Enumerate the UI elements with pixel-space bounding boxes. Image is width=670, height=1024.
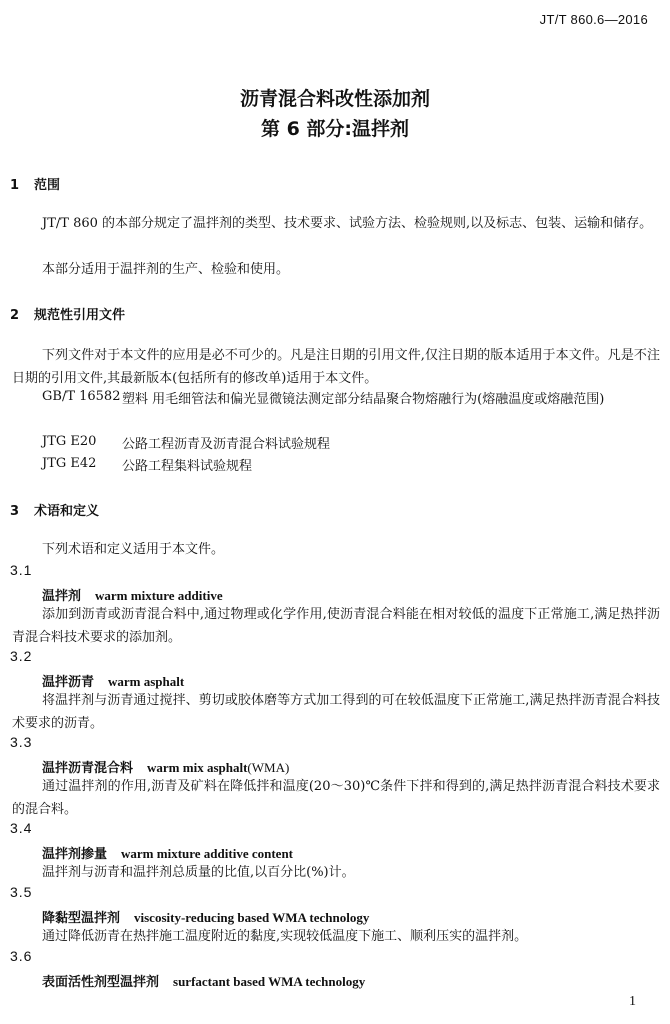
- term-entry: [42, 843, 293, 862]
- section-number: 1: [10, 178, 20, 193]
- term-en: warm asphalt: [108, 674, 185, 689]
- document-title: 沥青混合料改性添加剂: [239, 88, 430, 110]
- section-title: 范围: [34, 178, 61, 193]
- term-en: surfactant based WMA technology: [173, 974, 366, 989]
- term-definition: 通过温拌剂的作用,沥青及矿料在降低拌和温度(20～30)℃条件下拌和得到的,满足热拌沥青混合料技术要求的混合料。: [12, 779, 660, 817]
- section-title: 术语和定义: [34, 504, 100, 519]
- term-en: viscosity-reducing based WMA technology: [134, 910, 370, 925]
- term-definition: 温拌剂与沥青和温拌剂总质量的比值,以百分比(%)计。: [42, 865, 355, 880]
- paragraph: 下列文件对于本文件的应用是必不可少的。凡是注日期的引用文件,仅注日期的版本适用于本文件。凡是不注日期的引用文件,其最新版本(包括所有的修改单)适用于本文件。: [12, 348, 660, 386]
- section-heading-3: [10, 500, 99, 519]
- term-en: warm mix asphalt: [147, 760, 248, 775]
- term-number: 3.1: [10, 562, 33, 578]
- page-number: 1: [629, 994, 636, 1009]
- term-definition: 通过降低沥青在热拌施工温度附近的黏度,实现较低温度下施工、顺利压实的温拌剂。: [42, 929, 528, 944]
- term-entry: [42, 671, 184, 690]
- reference-title: 公路工程集料试验规程: [122, 459, 253, 474]
- reference-title: 公路工程沥青及沥青混合料试验规程: [122, 437, 331, 452]
- paragraph: 下列术语和定义适用于本文件。: [42, 542, 225, 557]
- term-entry: [42, 757, 289, 776]
- term-entry: [42, 907, 369, 926]
- term-number: 3.5: [10, 884, 33, 900]
- term-entry: [42, 585, 223, 604]
- section-heading-1: [10, 174, 60, 193]
- term-en: warm mixture additive content: [121, 846, 293, 861]
- term-number: 3.2: [10, 648, 33, 664]
- term-entry: [42, 971, 365, 990]
- term-zh: 温拌沥青: [42, 675, 95, 690]
- paragraph: JT/T 860 的本部分规定了温拌剂的类型、技术要求、试验方法、检验规则,以及标志、包装、运输和储存。: [42, 216, 653, 231]
- term-zh: 降黏型温拌剂: [42, 911, 121, 926]
- standard-code: JT/T 860.6—2016: [539, 12, 648, 27]
- term-definition: 将温拌剂与沥青通过搅拌、剪切或胶体磨等方式加工得到的可在较低温度下正常施工,满足热拌沥青混合料技术要求的沥青。: [12, 693, 660, 731]
- paragraph: 本部分适用于温拌剂的生产、检验和使用。: [42, 262, 290, 277]
- term-abbreviation: (WMA): [247, 760, 290, 775]
- term-zh: 温拌沥青混合料: [42, 761, 134, 776]
- reference-code: GB/T 16582: [42, 389, 121, 404]
- reference-code: JTG E20: [42, 434, 97, 449]
- term-zh: 温拌剂: [42, 589, 82, 604]
- document-subtitle: 第 6 部分:温拌剂: [260, 118, 410, 140]
- section-heading-2: [10, 304, 125, 323]
- reference-code: JTG E42: [42, 456, 97, 471]
- section-number: 2: [10, 308, 20, 323]
- section-title: 规范性引用文件: [34, 308, 126, 323]
- term-zh: 温拌剂掺量: [42, 847, 108, 862]
- term-number: 3.6: [10, 948, 33, 964]
- term-number: 3.4: [10, 820, 33, 836]
- reference-title: 塑料 用毛细管法和偏光显微镜法测定部分结晶聚合物熔融行为(熔融温度或熔融范围): [122, 392, 605, 407]
- section-number: 3: [10, 504, 20, 519]
- term-number: 3.3: [10, 734, 33, 750]
- term-zh: 表面活性剂型温拌剂: [42, 975, 160, 990]
- term-en: warm mixture additive: [95, 588, 223, 603]
- term-definition: 添加到沥青或沥青混合料中,通过物理或化学作用,使沥青混合料能在相对较低的温度下正常施工,满足热拌沥青混合料技术要求的添加剂。: [12, 607, 660, 645]
